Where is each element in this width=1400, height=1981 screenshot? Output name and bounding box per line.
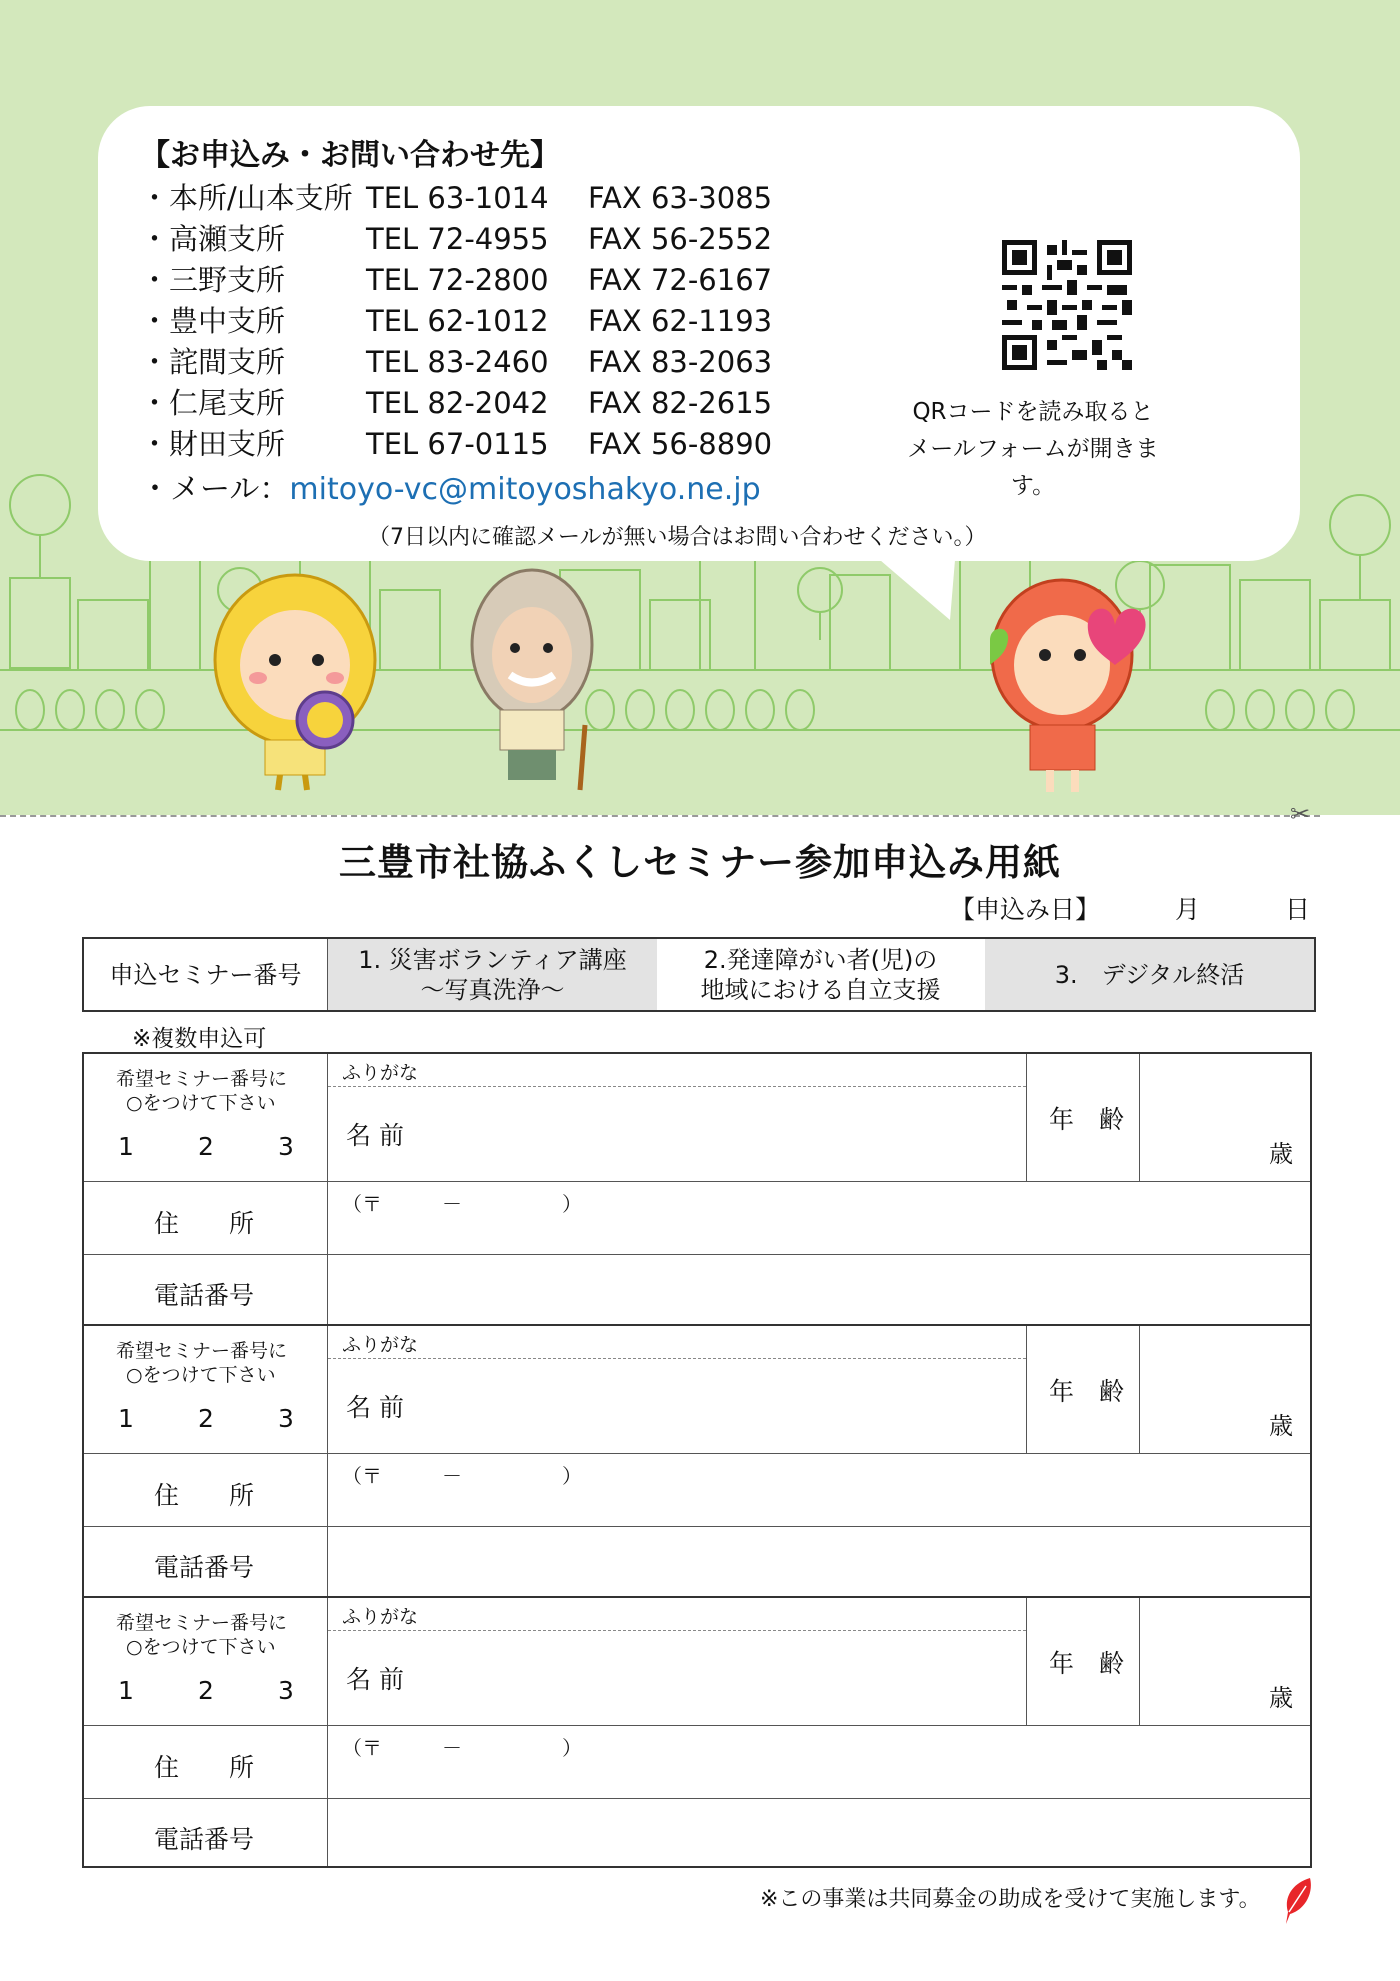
seminar-number-3[interactable]: 3 [278, 1132, 294, 1161]
office-name: ・豊中支所 [140, 304, 286, 338]
seminar-header: 申込セミナー番号 [109, 960, 302, 989]
office-name: ・高瀬支所 [140, 222, 286, 256]
age-label: 年 齢 [1049, 1105, 1125, 1134]
postal-code-field[interactable]: （〒 － ） [342, 1192, 582, 1216]
application-form [82, 1052, 1312, 1868]
mascot-red [990, 580, 1146, 792]
age-unit: 歳 [1269, 1684, 1293, 1712]
seminar-option-1[interactable] [327, 939, 657, 1010]
office-tel: TEL 82-2042 [366, 386, 549, 420]
choose-seminar-label: 希望セミナー番号に [116, 1068, 288, 1090]
qr-caption [888, 394, 1178, 505]
office-tel: TEL 83-2460 [366, 345, 549, 379]
name-field[interactable] [328, 1359, 1026, 1453]
name-label: 名 前 [346, 1665, 404, 1694]
age-unit: 歳 [1269, 1412, 1293, 1440]
office-name: ・財田支所 [140, 427, 286, 461]
choose-seminar-label: 希望セミナー番号に [116, 1612, 288, 1634]
multiple-application-note: ※複数申込可 [132, 1026, 267, 1052]
seminar-option-3[interactable] [985, 939, 1314, 1010]
office-row-saita [140, 424, 772, 464]
mail-row [140, 464, 761, 508]
office-tel: TEL 63-1014 [366, 181, 549, 215]
seminar-2-line2: 地域における自立支援 [700, 975, 941, 1004]
office-name: ・本所/山本支所 [140, 181, 353, 215]
age-field[interactable] [1140, 1326, 1310, 1453]
qr-caption-line: QRコードを読み取ると [912, 399, 1154, 425]
seminar-selection-table [82, 937, 1316, 1012]
seminar-2-line1: 2.発達障がい者(児)の [703, 945, 938, 974]
seminar-number-2[interactable]: 2 [198, 1676, 214, 1705]
apply-date-label: 【申込み日】 [950, 895, 1101, 924]
seminar-number-1[interactable]: 1 [118, 1676, 134, 1705]
office-row-takuma [140, 342, 772, 382]
contact-bubble [98, 106, 1300, 561]
office-fax: FAX 56-2552 [588, 222, 773, 256]
mail-link[interactable]: mitoyo-vc@mitoyoshakyo.ne.jp [289, 472, 761, 507]
postal-code-field[interactable]: （〒 － ） [342, 1736, 582, 1760]
cut-line [0, 815, 1320, 817]
phone-label: 電話番号 [154, 1825, 255, 1854]
mail-label: ・メール： [140, 472, 290, 507]
contact-title: 【お申込み・お問い合わせ先】 [140, 138, 560, 173]
office-row-takase [140, 219, 772, 259]
age-unit: 歳 [1269, 1140, 1293, 1168]
office-tel: TEL 67-0115 [366, 427, 549, 461]
age-field[interactable] [1140, 1598, 1310, 1725]
phone-field[interactable] [328, 1255, 1310, 1324]
seminar-1-line1: 1. 災害ボランティア講座 [358, 945, 627, 974]
office-name: ・詫間支所 [140, 345, 286, 379]
seminar-option-2[interactable] [656, 939, 985, 1010]
row-divider [84, 1725, 1310, 1726]
postal-code-field[interactable]: （〒 － ） [342, 1464, 582, 1488]
seminar-3-line1: 3. デジタル終活 [1054, 960, 1245, 989]
column-divider [1026, 1326, 1027, 1453]
office-row-nio [140, 383, 772, 423]
phone-label: 電話番号 [154, 1553, 255, 1582]
age-field[interactable] [1140, 1054, 1310, 1181]
office-tel: TEL 62-1012 [366, 304, 549, 338]
name-field[interactable] [328, 1087, 1026, 1181]
office-fax: FAX 56-8890 [588, 427, 773, 461]
apply-month-label: 月 [1175, 895, 1201, 924]
seminar-number-2[interactable]: 2 [198, 1404, 214, 1433]
qr-caption-line: メールフォームが開きます。 [907, 436, 1159, 499]
confirm-mail-note: （7日以内に確認メールが無い場合はお問い合わせください。） [368, 525, 987, 550]
phone-field[interactable] [328, 1799, 1310, 1866]
entry-divider [84, 1324, 1310, 1326]
office-fax: FAX 62-1193 [588, 304, 773, 338]
seminar-number-3[interactable]: 3 [278, 1404, 294, 1433]
form-title: 三豊市社協ふくしセミナー参加申込み用紙 [339, 841, 1061, 884]
office-row-mino [140, 260, 772, 300]
office-fax: FAX 63-3085 [588, 181, 773, 215]
red-feather-icon [1280, 1876, 1316, 1926]
name-label: 名 前 [346, 1393, 404, 1422]
choose-seminar-label: ○をつけて下さい [126, 1364, 276, 1386]
office-tel: TEL 72-2800 [366, 263, 549, 297]
furigana-label: ふりがな [342, 1606, 419, 1628]
choose-seminar-label: ○をつけて下さい [126, 1636, 276, 1658]
office-fax: FAX 83-2063 [588, 345, 773, 379]
furigana-label: ふりがな [342, 1334, 419, 1356]
choose-seminar-label: ○をつけて下さい [126, 1092, 276, 1114]
column-divider [1026, 1598, 1027, 1725]
phone-label: 電話番号 [154, 1281, 255, 1310]
choose-seminar-label: 希望セミナー番号に [116, 1340, 288, 1362]
qr-code-icon[interactable] [1002, 240, 1132, 370]
seminar-number-2[interactable]: 2 [198, 1132, 214, 1161]
apply-day-label: 日 [1285, 895, 1311, 924]
name-label: 名 前 [346, 1121, 404, 1150]
mascot-yellow [215, 575, 375, 790]
seminar-number-3[interactable]: 3 [278, 1676, 294, 1705]
address-label: 住 所 [154, 1209, 255, 1238]
entry-divider [84, 1596, 1310, 1598]
contact-banner [0, 0, 1400, 815]
office-row-toyonaka [140, 301, 772, 341]
age-label: 年 齢 [1049, 1649, 1125, 1678]
seminar-number-1[interactable]: 1 [118, 1404, 134, 1433]
office-row-honjo [140, 178, 772, 218]
age-label: 年 齢 [1049, 1377, 1125, 1406]
column-divider [1026, 1054, 1027, 1181]
address-label: 住 所 [154, 1481, 255, 1510]
community-chest-note: ※この事業は共同募金の助成を受けて実施します。 [760, 1887, 1261, 1912]
office-fax: FAX 82-2615 [588, 386, 773, 420]
address-label: 住 所 [154, 1753, 255, 1782]
mascot-old-man [472, 570, 592, 790]
scissors-icon: ✂ [1290, 800, 1311, 828]
apply-date [950, 890, 1311, 926]
office-tel: TEL 72-4955 [366, 222, 549, 256]
furigana-label: ふりがな [342, 1062, 419, 1084]
office-name: ・三野支所 [140, 263, 286, 297]
row-divider [84, 1181, 1310, 1182]
office-fax: FAX 72-6167 [588, 263, 773, 297]
office-name: ・仁尾支所 [140, 386, 286, 420]
seminar-number-1[interactable]: 1 [118, 1132, 134, 1161]
seminar-1-line2: ～写真洗浄～ [420, 975, 565, 1004]
name-field[interactable] [328, 1631, 1026, 1725]
row-divider [84, 1453, 1310, 1454]
phone-field[interactable] [328, 1527, 1310, 1596]
